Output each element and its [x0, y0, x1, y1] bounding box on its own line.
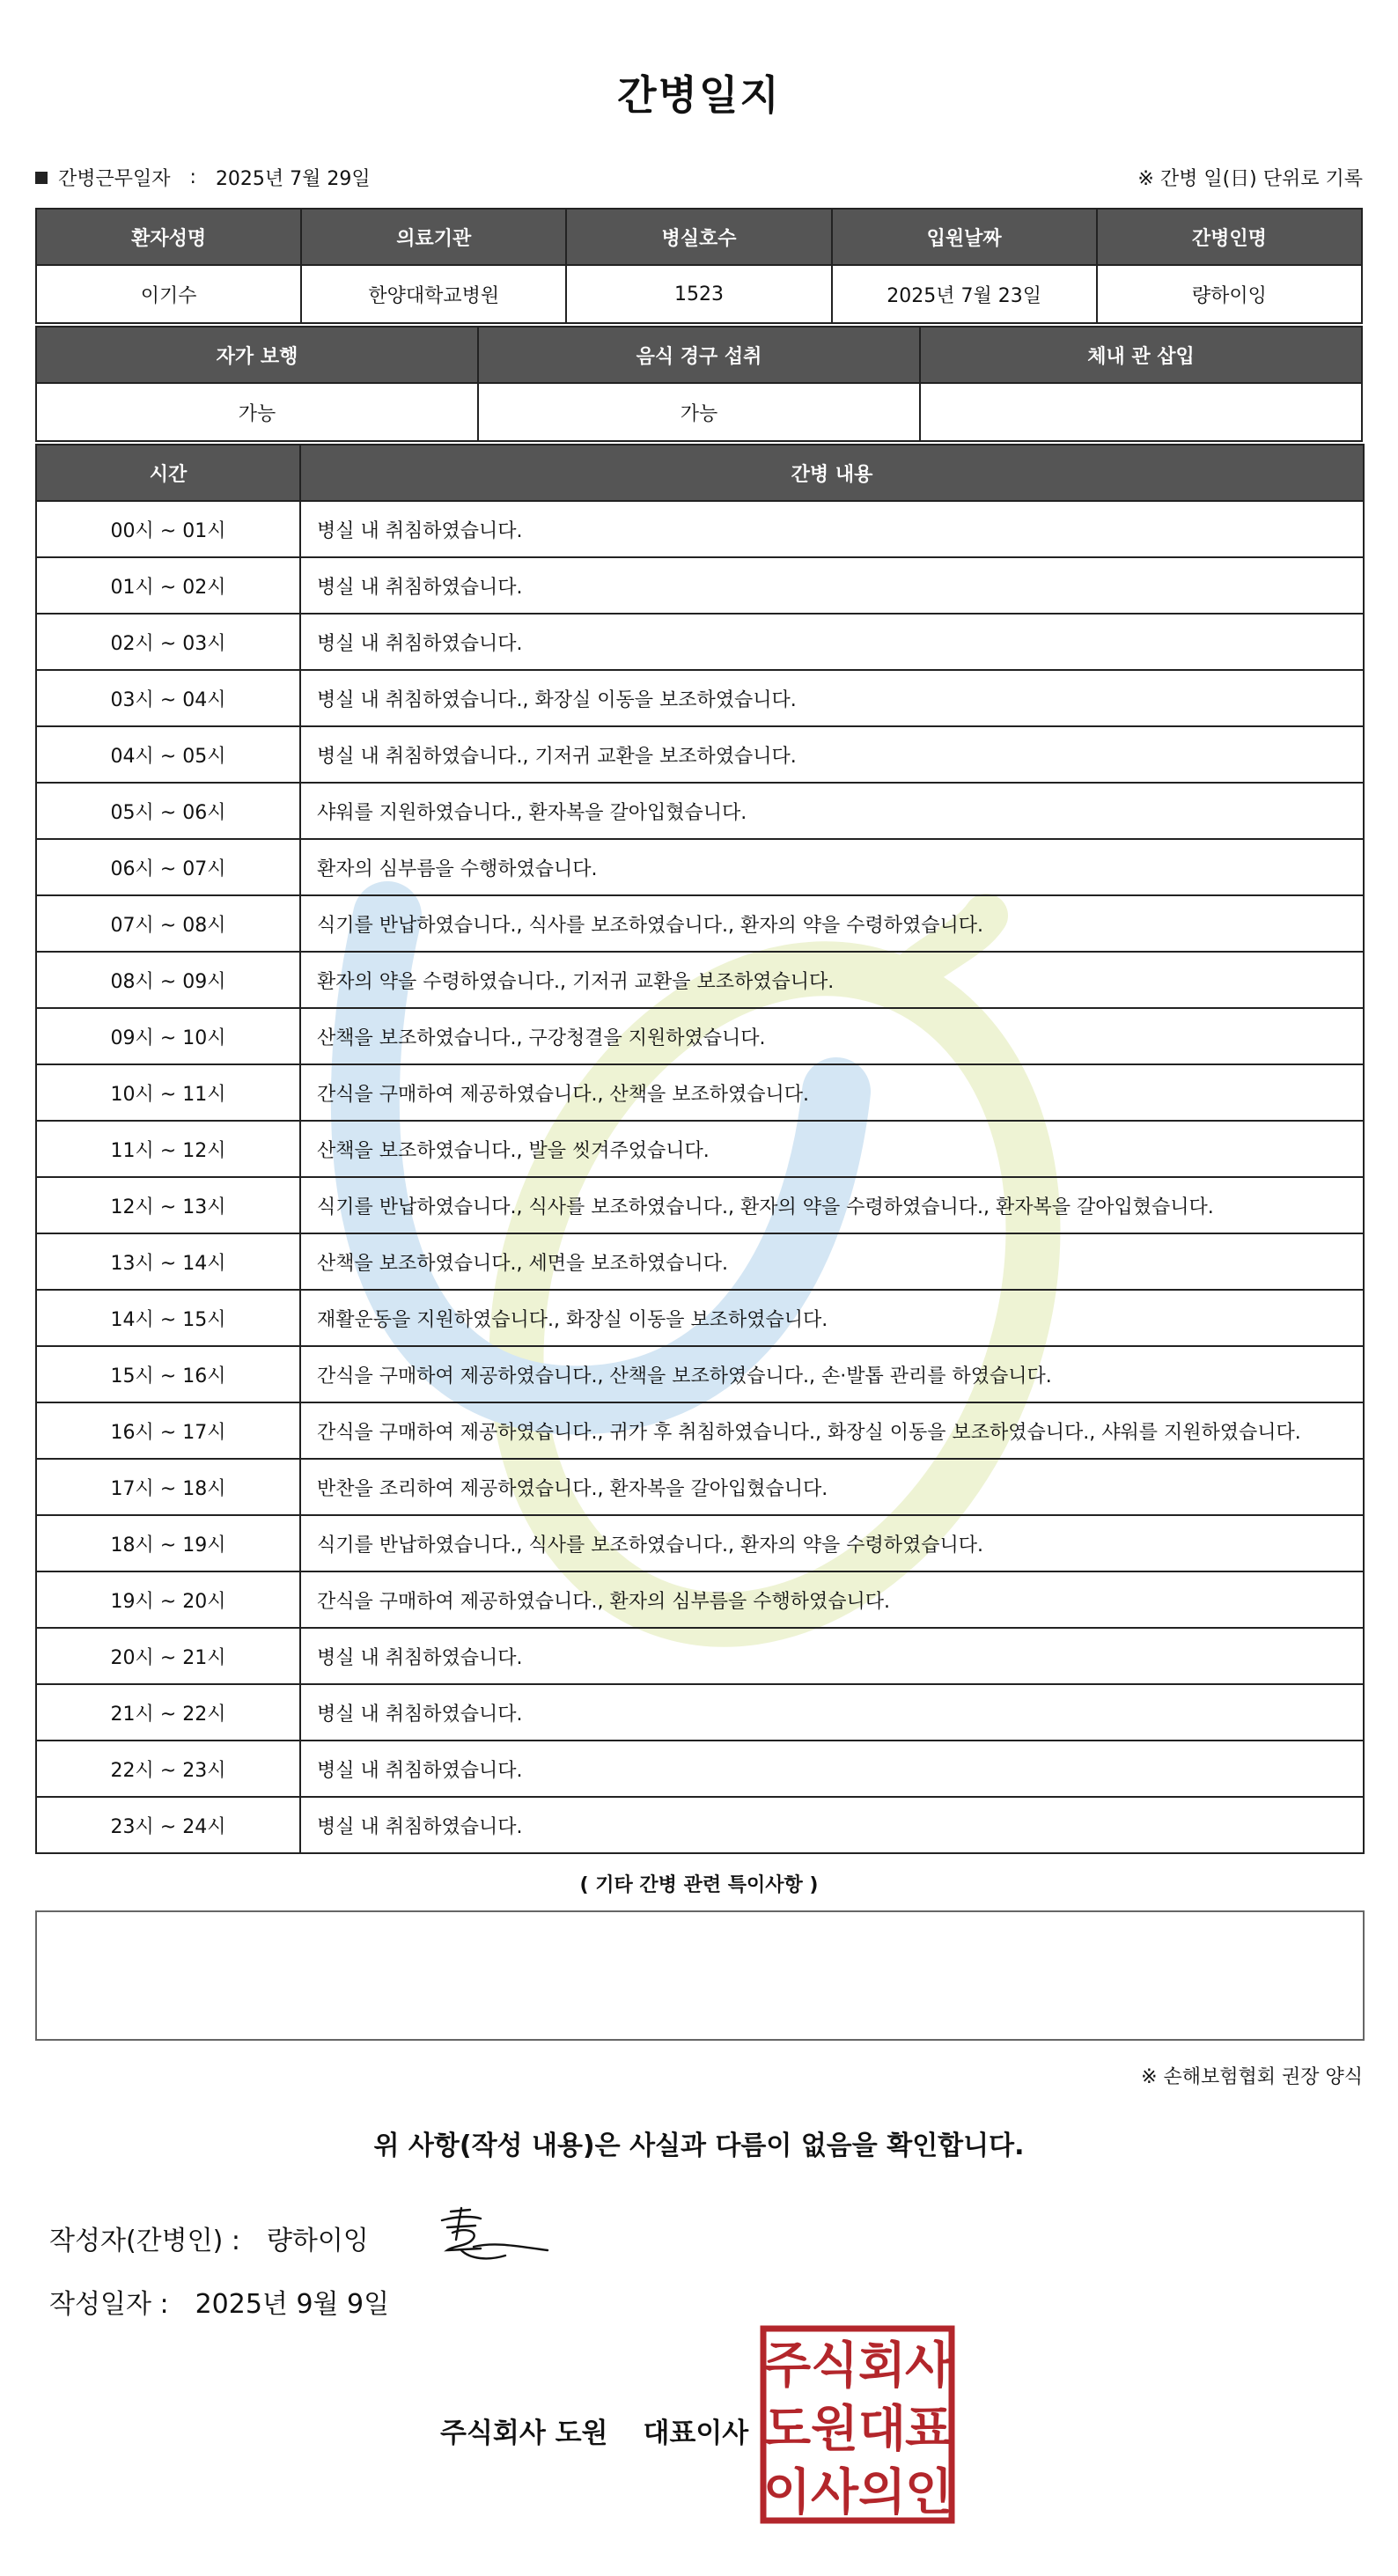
time-cell: 04시 ~ 05시	[36, 726, 300, 783]
form-recommendation-note: ※ 손해보험협회 권장 양식	[1141, 2066, 1363, 2088]
content-cell: 식기를 반납하였습니다., 식사를 보조하였습니다., 환자의 약을 수령하였습니다.	[300, 895, 1364, 952]
time-cell: 05시 ~ 06시	[36, 783, 300, 839]
svg-text:표: 표	[904, 2401, 953, 2458]
notes-title: ( 기타 간병 관련 특이사항 )	[579, 1874, 819, 1896]
header-oral-intake: 음식 경구 섭취	[478, 327, 920, 383]
table-row	[36, 1515, 1364, 1571]
page-title: 간병일지	[617, 71, 781, 119]
written-date-line	[49, 2282, 389, 2321]
unit-note: ※ 간병 일(日) 단위로 기록	[1137, 168, 1363, 190]
time-cell: 11시 ~ 12시	[36, 1121, 300, 1177]
content-cell: 병실 내 취침하였습니다.	[300, 557, 1364, 614]
written-date-label: 작성일자 :	[49, 2289, 169, 2320]
time-cell: 03시 ~ 04시	[36, 670, 300, 726]
table-row	[36, 1459, 1364, 1515]
handwritten-signature	[435, 2201, 553, 2270]
content-cell: 식기를 반납하였습니다., 식사를 보조하였습니다., 환자의 약을 수령하였습니다., 환자복을 갈아입혔습니다.	[300, 1177, 1364, 1233]
content-cell: 산책을 보조하였습니다., 세면을 보조하였습니다.	[300, 1233, 1364, 1290]
table-row	[36, 1741, 1364, 1797]
table-row	[36, 1233, 1364, 1290]
tube-insertion-value	[920, 383, 1362, 441]
time-cell: 01시 ~ 02시	[36, 557, 300, 614]
header-caregiver-name: 간병인명	[1097, 209, 1362, 265]
svg-text:사: 사	[904, 2337, 953, 2395]
svg-text:원: 원	[810, 2401, 859, 2458]
time-cell: 06시 ~ 07시	[36, 839, 300, 895]
table-row	[36, 670, 1364, 726]
table-row	[36, 1628, 1364, 1684]
patient-info-value-row	[36, 265, 1362, 323]
time-cell: 00시 ~ 01시	[36, 501, 300, 557]
time-cell: 18시 ~ 19시	[36, 1515, 300, 1571]
svg-text:회: 회	[857, 2337, 907, 2395]
svg-text:식: 식	[810, 2337, 859, 2395]
table-row	[36, 1290, 1364, 1346]
content-cell: 병실 내 취침하였습니다.	[300, 1797, 1364, 1853]
time-cell: 10시 ~ 11시	[36, 1064, 300, 1121]
table-row	[36, 501, 1364, 557]
time-cell: 14시 ~ 15시	[36, 1290, 300, 1346]
notes-box	[35, 1910, 1365, 2041]
ability-value-row	[36, 383, 1362, 441]
content-cell: 간식을 구매하여 제공하였습니다., 귀가 후 취침하였습니다., 화장실 이동을 보조하였습니다., 샤워를 지원하였습니다.	[300, 1402, 1364, 1459]
svg-text:주: 주	[762, 2337, 812, 2395]
time-cell: 12시 ~ 13시	[36, 1177, 300, 1233]
content-cell: 산책을 보조하였습니다., 구강청결을 지원하였습니다.	[300, 1008, 1364, 1064]
table-row	[36, 1571, 1364, 1628]
content-cell: 병실 내 취침하였습니다.	[300, 1741, 1364, 1797]
table-row	[36, 1797, 1364, 1853]
content-cell: 병실 내 취침하였습니다.	[300, 501, 1364, 557]
table-row	[36, 1177, 1364, 1233]
table-row	[36, 839, 1364, 895]
patient-info-header-row	[36, 209, 1362, 265]
time-cell: 17시 ~ 18시	[36, 1459, 300, 1515]
table-row	[36, 783, 1364, 839]
ability-header-row	[36, 327, 1362, 383]
header-tube-insertion: 체내 관 삽입	[920, 327, 1362, 383]
time-cell: 21시 ~ 22시	[36, 1684, 300, 1741]
table-row	[36, 726, 1364, 783]
header-room-number: 병실호수	[566, 209, 831, 265]
content-cell: 병실 내 취침하였습니다.	[300, 1684, 1364, 1741]
content-cell: 반찬을 조리하여 제공하였습니다., 환자복을 갈아입혔습니다.	[300, 1459, 1364, 1515]
time-cell: 09시 ~ 10시	[36, 1008, 300, 1064]
content-cell: 재활운동을 지원하였습니다., 화장실 이동을 보조하였습니다.	[300, 1290, 1364, 1346]
patient-info-table	[35, 208, 1363, 324]
content-cell: 산책을 보조하였습니다., 발을 씻겨주었습니다.	[300, 1121, 1364, 1177]
header-care-content: 간병 내용	[300, 445, 1364, 501]
company-ceo-title: 대표이사	[643, 2418, 749, 2449]
table-row	[36, 1402, 1364, 1459]
content-cell: 병실 내 취침하였습니다., 기저귀 교환을 보조하였습니다.	[300, 726, 1364, 783]
table-row	[36, 1008, 1364, 1064]
patient-ability-table	[35, 326, 1363, 442]
header-hospital: 의료기관	[301, 209, 566, 265]
writer-name: 량하이잉	[266, 2226, 369, 2256]
time-cell: 15시 ~ 16시	[36, 1346, 300, 1402]
writer-line	[49, 2219, 369, 2257]
work-date-separator: :	[189, 166, 196, 188]
hospital-name: 한양대학교병원	[301, 265, 566, 323]
content-cell: 샤워를 지원하였습니다., 환자복을 갈아입혔습니다.	[300, 783, 1364, 839]
company-name: 주식회사 도원	[440, 2418, 608, 2449]
table-row	[36, 952, 1364, 1008]
table-row	[36, 614, 1364, 670]
confirmation-statement: 위 사항(작성 내용)은 사실과 다름이 없음을 확인합니다.	[373, 2131, 1025, 2161]
time-cell: 16시 ~ 17시	[36, 1402, 300, 1459]
time-cell: 07시 ~ 08시	[36, 895, 300, 952]
written-date-value: 2025년 9월 9일	[195, 2289, 390, 2320]
work-date-value: 2025년 7월 29일	[215, 168, 371, 190]
table-row	[36, 1121, 1364, 1177]
svg-text:인: 인	[904, 2464, 953, 2521]
company-seal-stamp	[759, 2324, 956, 2525]
content-cell: 병실 내 취침하였습니다., 화장실 이동을 보조하였습니다.	[300, 670, 1364, 726]
content-cell: 식기를 반납하였습니다., 식사를 보조하였습니다., 환자의 약을 수령하였습니다.	[300, 1515, 1364, 1571]
patient-name: 이기수	[36, 265, 301, 323]
time-cell: 02시 ~ 03시	[36, 614, 300, 670]
table-row	[36, 1684, 1364, 1741]
content-cell: 간식을 구매하여 제공하였습니다., 산책을 보조하였습니다., 손·발톱 관리를 하였습니다.	[300, 1346, 1364, 1402]
svg-text:대: 대	[857, 2401, 907, 2458]
content-cell: 병실 내 취침하였습니다.	[300, 1628, 1364, 1684]
work-date-line	[35, 164, 371, 191]
admission-date: 2025년 7월 23일	[832, 265, 1097, 323]
writer-label: 작성자(간병인) :	[49, 2226, 240, 2256]
time-cell: 08시 ~ 09시	[36, 952, 300, 1008]
svg-text:사: 사	[810, 2464, 859, 2521]
header-patient-name: 환자성명	[36, 209, 301, 265]
table-row	[36, 557, 1364, 614]
table-row	[36, 1064, 1364, 1121]
content-cell: 환자의 약을 수령하였습니다., 기저귀 교환을 보조하였습니다.	[300, 952, 1364, 1008]
oral-intake-value: 가능	[478, 383, 920, 441]
square-bullet-icon	[35, 172, 48, 184]
time-cell: 13시 ~ 14시	[36, 1233, 300, 1290]
room-number: 1523	[566, 265, 831, 323]
content-cell: 병실 내 취침하였습니다.	[300, 614, 1364, 670]
content-cell: 간식을 구매하여 제공하였습니다., 산책을 보조하였습니다.	[300, 1064, 1364, 1121]
header-time: 시간	[36, 445, 300, 501]
time-cell: 19시 ~ 20시	[36, 1571, 300, 1628]
content-cell: 간식을 구매하여 제공하였습니다., 환자의 심부름을 수행하였습니다.	[300, 1571, 1364, 1628]
table-row	[36, 895, 1364, 952]
content-cell: 환자의 심부름을 수행하였습니다.	[300, 839, 1364, 895]
time-cell: 22시 ~ 23시	[36, 1741, 300, 1797]
walking-value: 가능	[36, 383, 478, 441]
company-line	[440, 2410, 748, 2450]
time-cell: 23시 ~ 24시	[36, 1797, 300, 1853]
time-cell: 20시 ~ 21시	[36, 1628, 300, 1684]
care-log-header-row	[36, 445, 1364, 501]
header-admission-date: 입원날짜	[832, 209, 1097, 265]
svg-text:의: 의	[857, 2464, 907, 2521]
svg-text:도: 도	[762, 2401, 812, 2458]
table-row	[36, 1346, 1364, 1402]
caregiver-name: 량하이잉	[1097, 265, 1362, 323]
work-date-label: 간병근무일자	[58, 168, 171, 190]
header-walking: 자가 보행	[36, 327, 478, 383]
care-log-table	[35, 444, 1365, 1854]
svg-text:이: 이	[762, 2464, 812, 2521]
